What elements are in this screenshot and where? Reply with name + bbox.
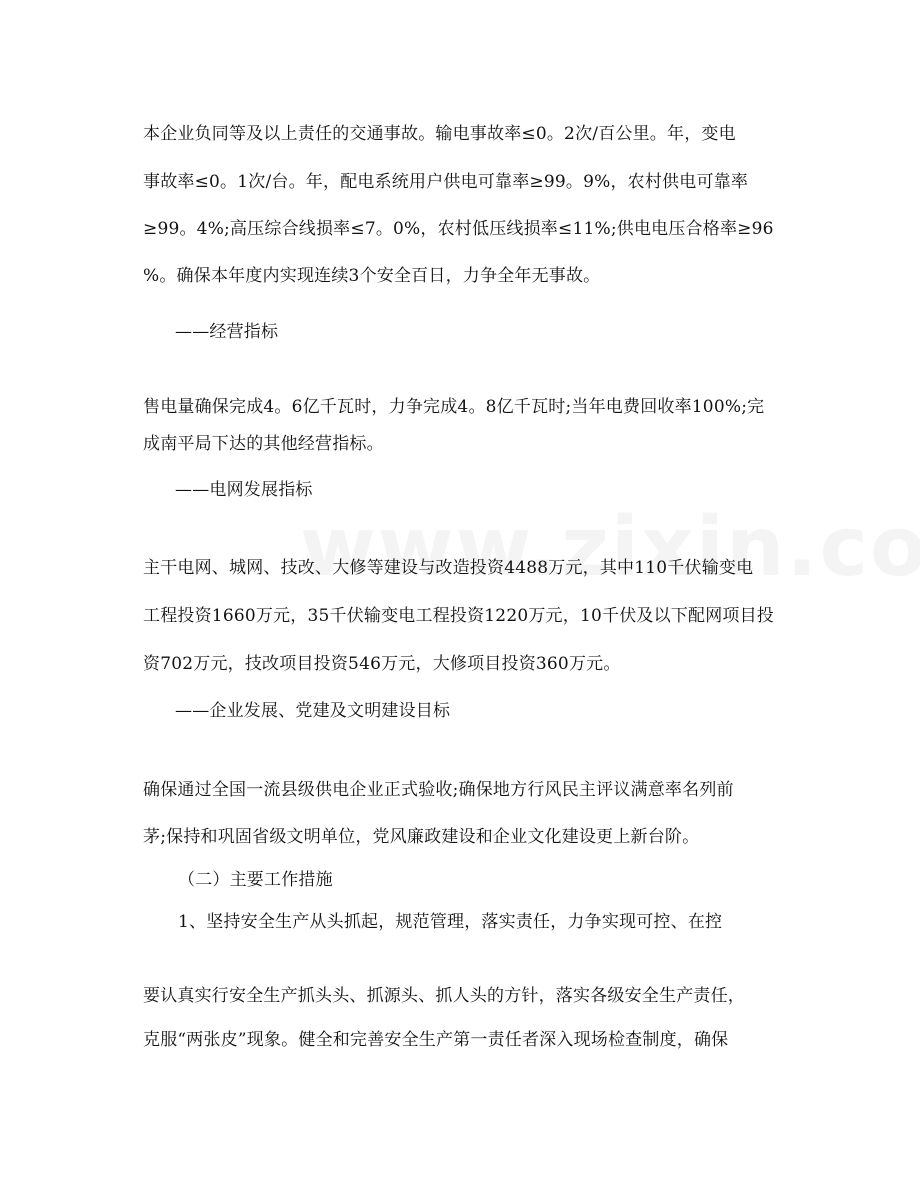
- body-line: ≥99。4%;高压综合线损率≤7。0%，农村低压线损率≤11%;供电电压合格率≥96: [143, 219, 774, 239]
- body-line: 本企业负同等及以上责任的交通事故。输电事故率≤0。2次/百公里。年，变电: [143, 124, 736, 144]
- section-heading: ——企业发展、党建及文明建设目标: [175, 701, 451, 721]
- body-line: 工程投资1660万元，35千伏输变电工程投资1220万元，10千伏及以下配网项目投: [143, 606, 774, 626]
- body-line: 克服“两张皮”现象。健全和完善安全生产第一责任者深入现场检查制度，确保: [143, 1030, 729, 1050]
- section-heading: ——电网发展指标: [175, 480, 313, 500]
- body-line: 成南平局下达的其他经营指标。: [143, 434, 384, 454]
- body-line: 要认真实行安全生产抓头头、抓源头、抓人头的方针，落实各级安全生产责任，: [143, 986, 745, 1006]
- body-line: 茅;保持和巩固省级文明单位，党风廉政建设和企业文化建设更上新台阶。: [143, 827, 700, 847]
- body-line: 主干电网、城网、技改、大修等建设与改造投资4488万元，其中110千伏输变电: [143, 558, 754, 578]
- body-line: 资702万元，技改项目投资546万元，大修项目投资360万元。: [143, 654, 621, 674]
- watermark: [300, 500, 660, 595]
- body-line: %。确保本年度内实现连续3个安全百日，力争全年无事故。: [143, 266, 601, 286]
- subsection-heading: （二）主要工作措施: [178, 870, 333, 890]
- body-line: 事故率≤0。1次/台。年，配电系统用户供电可靠率≥99。9%，农村供电可靠率: [143, 172, 749, 192]
- section-heading: ——经营指标: [175, 322, 279, 342]
- body-line: 售电量确保完成4。6亿千瓦时，力争完成4。8亿千瓦时;当年电费回收率100%;完: [143, 397, 765, 417]
- measure-heading: 1、坚持安全生产从头抓起，规范管理，落实责任，力争实现可控、在控: [178, 912, 723, 932]
- body-line: 确保通过全国一流县级供电企业正式验收;确保地方行风民主评议满意率名列前: [143, 780, 734, 800]
